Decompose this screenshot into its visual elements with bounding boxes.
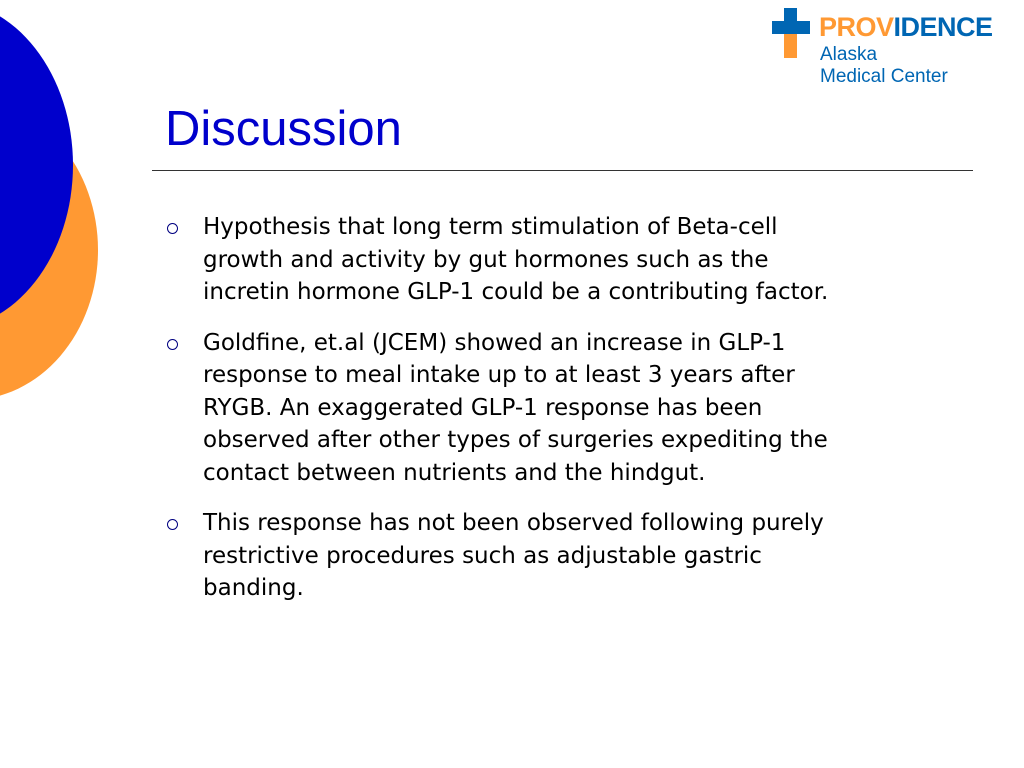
title-divider (152, 170, 973, 171)
bullet-circle-icon (167, 339, 178, 350)
bullet-text: This response has not been observed following purely restrictive procedures such as adjustable gastric banding. (203, 510, 824, 601)
logo-subtitle (820, 44, 948, 88)
logo-wordmark (819, 12, 993, 42)
slide-title: Discussion (165, 102, 402, 156)
logo-line-1: Alaska (820, 44, 878, 65)
logo-wordmark-accent: PROV (819, 12, 894, 42)
bullet-item (160, 211, 960, 309)
bullet-item (160, 327, 960, 490)
bullet-circle-icon (167, 519, 178, 530)
bullet-text: Goldfine, et.al (JCEM) showed an increase in GLP-1 response to meal intake up to at least 3 years after RYGB. An exaggerated GLP-1 response has been observed after other types of surgeries expediting the contact between nutrients and the hindgut. (203, 329, 828, 486)
bullet-item (160, 507, 960, 605)
bullet-text: Hypothesis that long term stimulation of Beta-cell growth and activity by gut hormones such as the incretin hormone GLP-1 could be a contributing factor. (203, 214, 829, 305)
bullet-list (160, 211, 960, 623)
providence-logo (772, 8, 1018, 90)
cross-icon (772, 8, 810, 58)
logo-line-2: Medical Center (820, 66, 948, 87)
bullet-circle-icon (167, 223, 178, 234)
logo-wordmark-main: IDENCE (893, 12, 993, 42)
